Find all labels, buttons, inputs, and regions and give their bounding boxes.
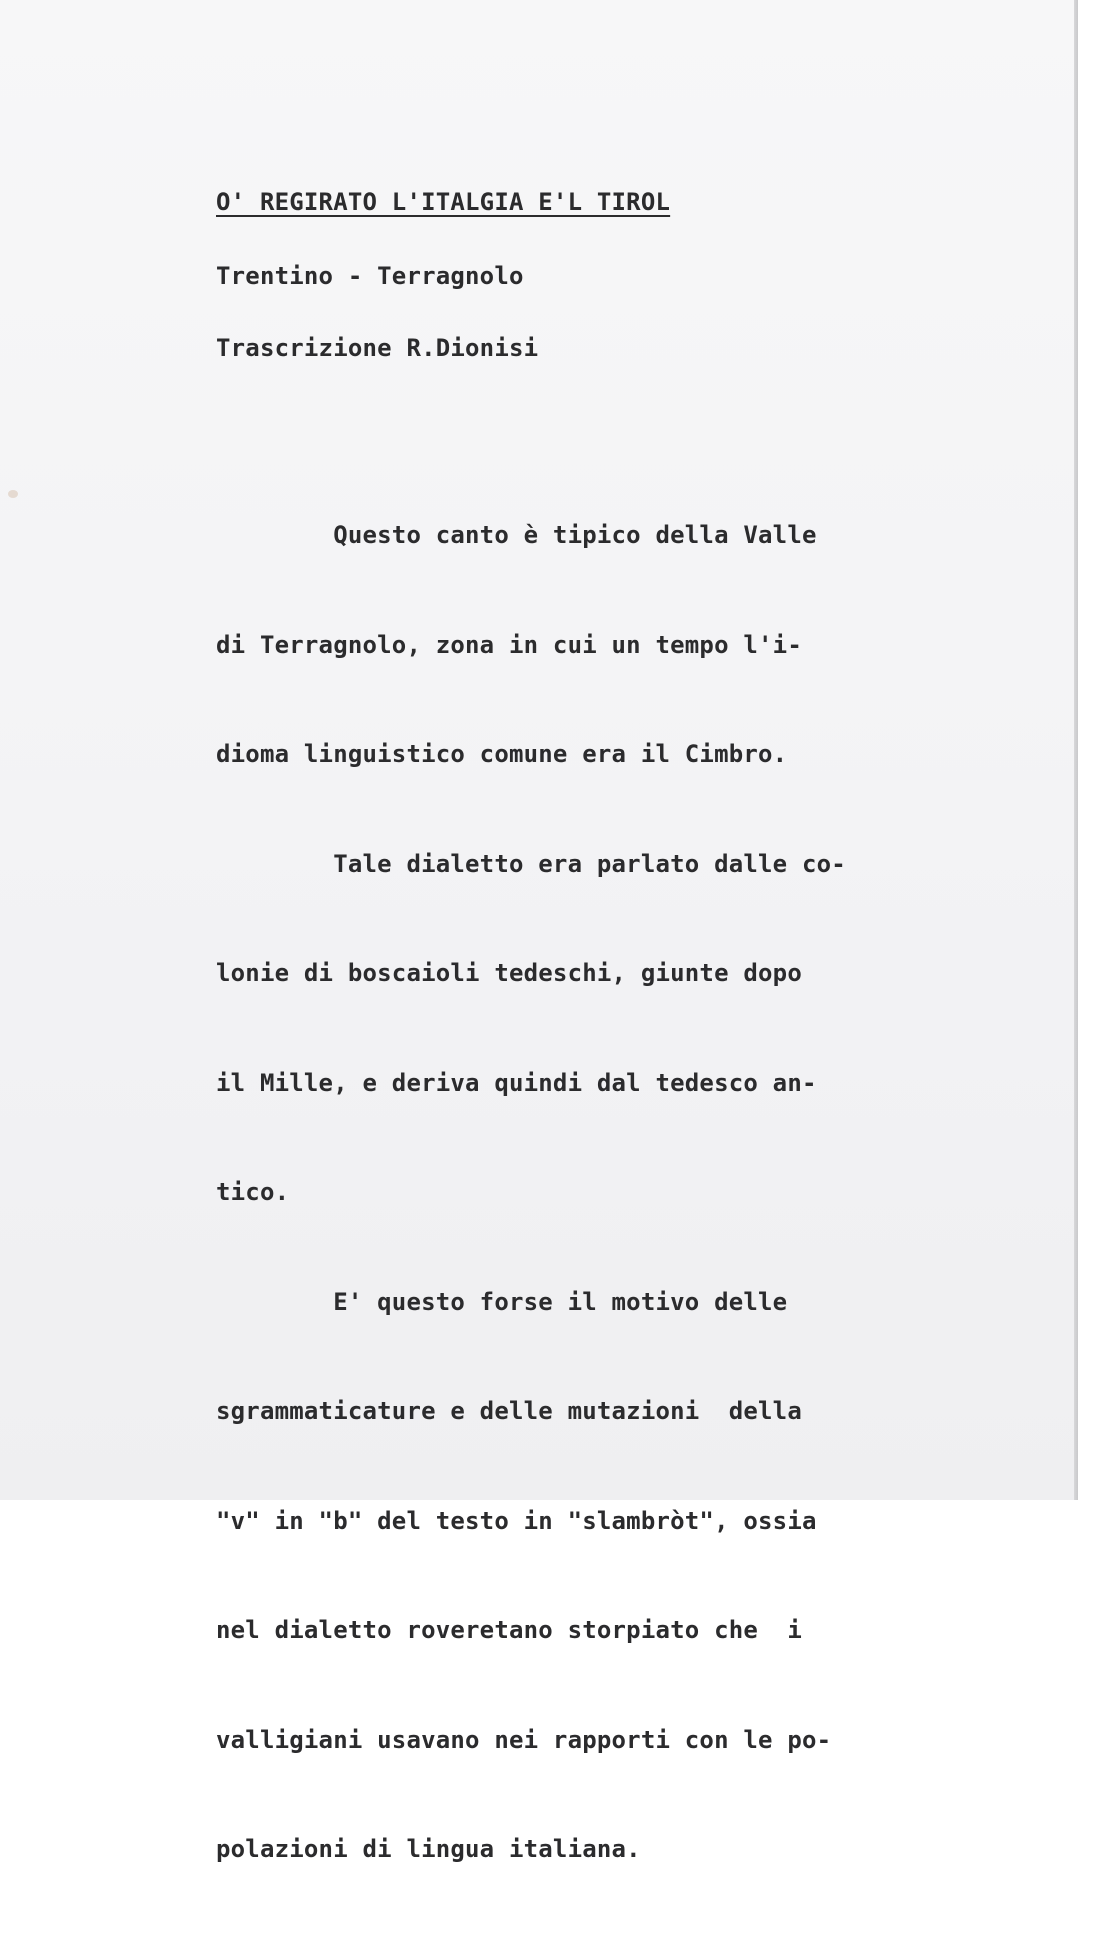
body-line: tico. xyxy=(216,1178,290,1206)
body-line: sgrammaticature e delle mutazioni della xyxy=(216,1397,802,1425)
body-line: Questo canto è tipico della Valle xyxy=(216,521,817,549)
body-line: di Terragnolo, zona in cui un tempo l'i- xyxy=(216,630,802,659)
scan-margin xyxy=(1078,0,1096,1500)
body-line: Tale dialetto era parlato dalle co- xyxy=(216,849,846,878)
body-line: dioma linguistico comune era il Cimbro. xyxy=(216,740,788,768)
body-line: valligiani usavano nei rapporti con le po- xyxy=(216,1725,832,1754)
body-line: il Mille, e deriva quindi dal tedesco an- xyxy=(216,1068,817,1097)
body-line: E' questo forse il motivo delle xyxy=(216,1287,788,1316)
body-paragraphs xyxy=(216,444,846,1941)
transcription-credit: Trascrizione R.Dionisi xyxy=(216,334,539,362)
document-subtitle: Trentino - Terragnolo xyxy=(216,262,524,290)
body-line: nel dialetto roveretano storpiato che i xyxy=(216,1616,802,1644)
body-line: polazioni di lingua italiana. xyxy=(216,1835,641,1863)
document-title: O' REGIRATO L'ITALGIA E'L TIROL xyxy=(216,188,671,216)
paper-mark xyxy=(8,490,18,498)
body-line: "v" in "b" del testo in "slambròt", ossia xyxy=(216,1506,817,1535)
body-line: lonie di boscaioli tedeschi, giunte dopo xyxy=(216,959,802,987)
